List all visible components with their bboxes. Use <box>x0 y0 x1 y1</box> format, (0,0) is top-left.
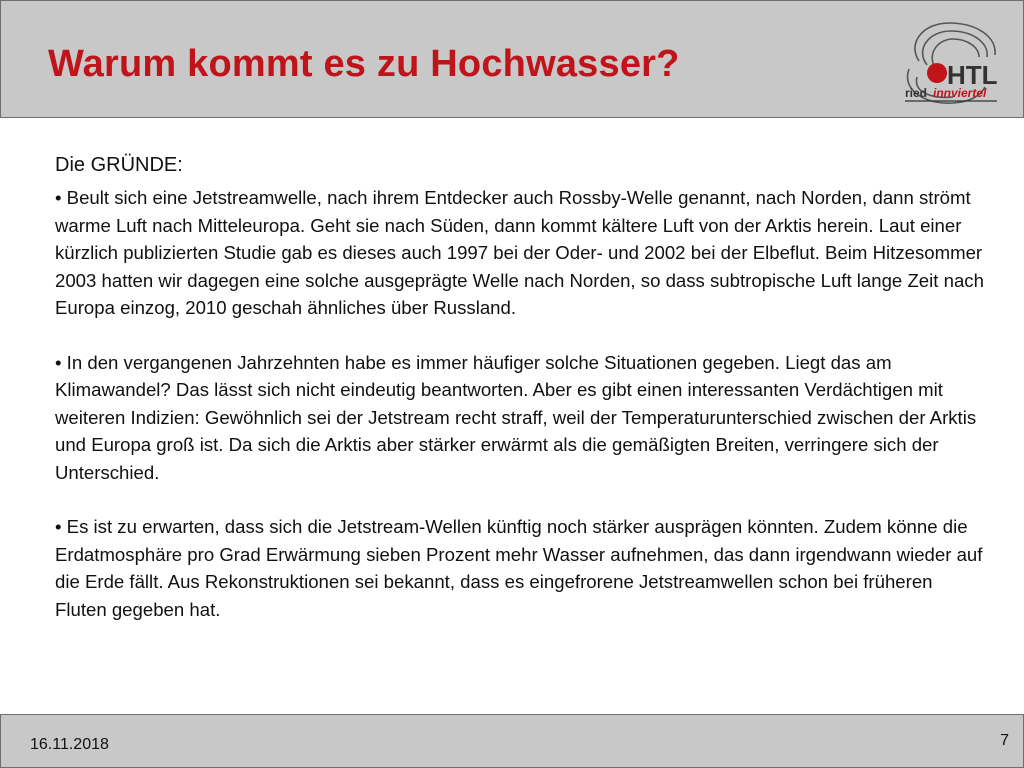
footer-date: 16.11.2018 <box>30 736 109 753</box>
slide-title: Warum kommt es zu Hochwasser? <box>48 43 680 85</box>
logo-text-sub-right: innviertel <box>933 86 987 100</box>
slide-header <box>0 0 1024 118</box>
slide-footer <box>0 714 1024 768</box>
logo-text-sub-left: ried <box>905 86 928 100</box>
slide-body <box>55 150 985 650</box>
page-number: 7 <box>1000 732 1009 749</box>
section-heading: Die GRÜNDE: <box>55 154 183 176</box>
bullet-paragraph-3: • Es ist zu erwarten, dass sich die Jetstream-Wellen künftig noch stärker ausprägen könnten. Zudem könne die Erdatmosphäre pro Grad Erwärmung sieben Prozent mehr Wasser aufnehmen, das dann irgendwann wieder auf die Erde fällt. Aus Rekonstruktionen sei bekannt, dass es eingefrorene Jetstreamwellen schon bei früheren Fluten gegeben hat. <box>55 516 983 620</box>
htl-logo-icon <box>897 17 1017 107</box>
logo-text-main: HTL <box>947 60 998 90</box>
bullet-paragraph-1: • Beult sich eine Jetstreamwelle, nach ihrem Entdecker auch Rossby-Welle genannt, nach Norden, dann strömt warme Luft nach Mitteleuropa. Geht sie nach Süden, dann kommt kältere Luft von der Arktis herein. Laut einer kürzlich publizierten Studie gab es dieses auch 1997 bei der Oder- und 2002 bei der Elbeflut. Beim Hitzesommer 2003 hatten wir dagegen eine solche ausgeprägte Welle nach Norden, so dass subtropische Luft lange Zeit nach Europa einzog, 2010 geschah ähnliches über Russland. <box>55 187 984 318</box>
bullet-paragraph-2: • In den vergangenen Jahrzehnten habe es immer häufiger solche Situationen gegeben. Liegt das am Klimawandel? Das lässt sich nicht eindeutig beantworten. Aber es gibt einen interessanten Verdächtigen mit weiteren Indizien: Gewöhnlich sei der Jetstream recht straff, weil der Temperaturunterschied zwischen der Arktis und Europa groß ist. Da sich die Arktis aber stärker erwärmt als die gemäßigten Breiten, verringere sich der Unterschied. <box>55 351 977 483</box>
